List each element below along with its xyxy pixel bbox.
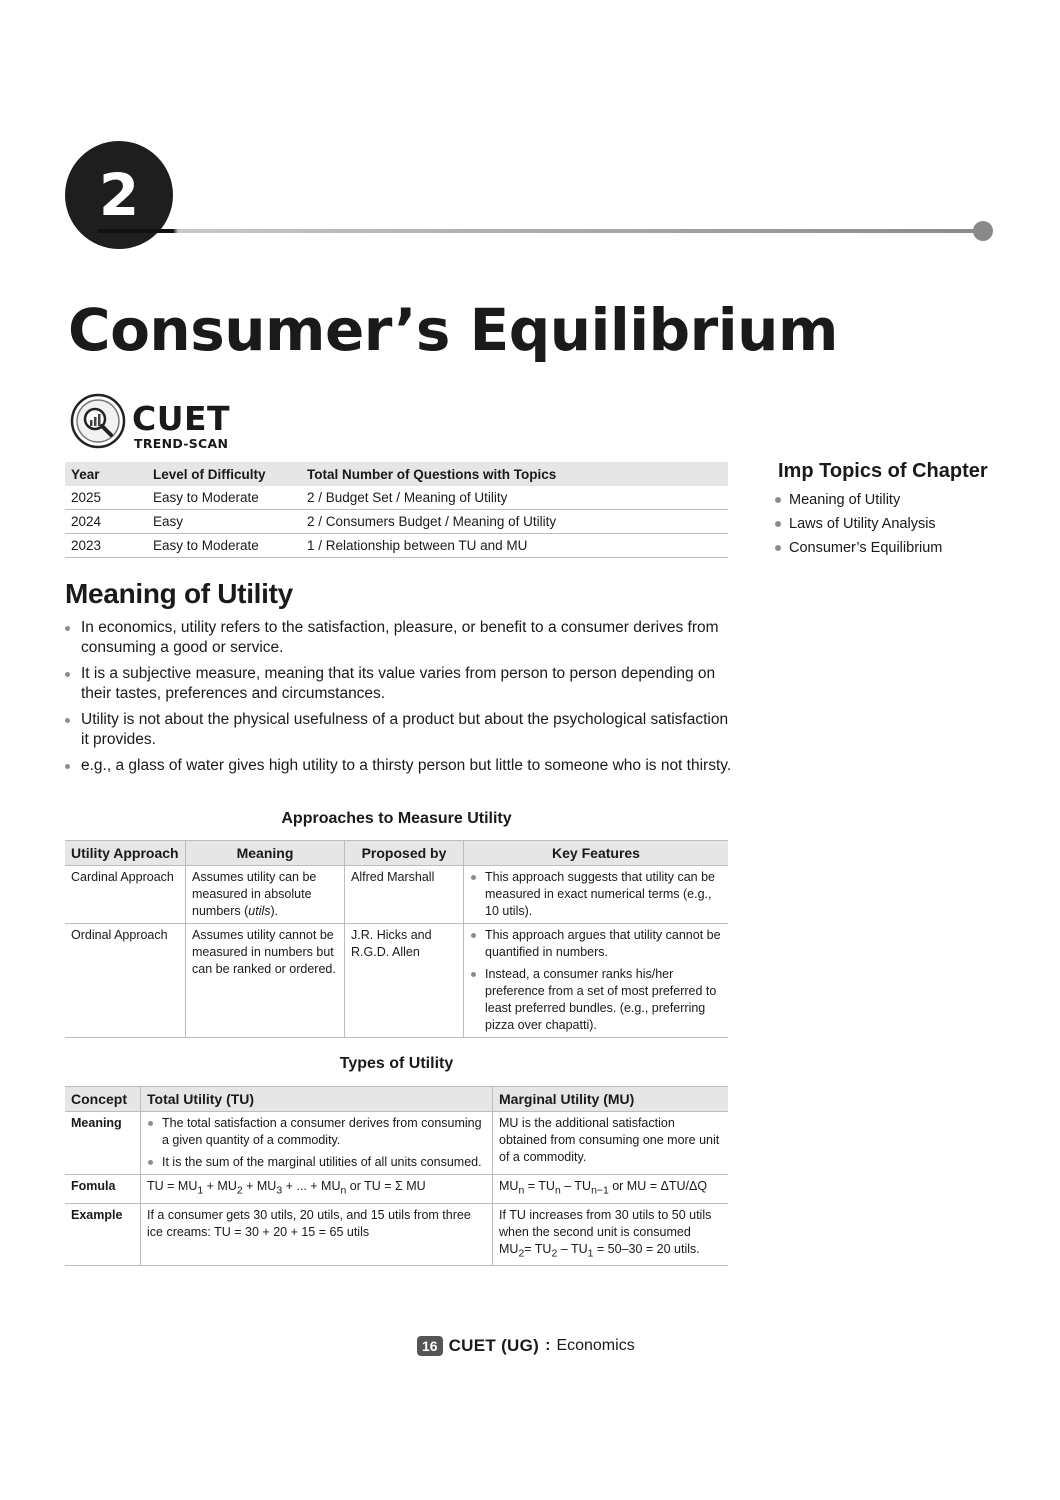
list-item: Instead, a consumer ranks his/her preference from a set of most preferred to least preferred bundles. (e.g., preferring pizza over chapatti). xyxy=(470,966,722,1034)
table-header-row xyxy=(65,841,728,866)
trend-scan-title: CUET xyxy=(132,399,231,438)
list-item: Utility is not about the physical usefulness of a product but about the psychological satisfaction it provides. xyxy=(65,710,733,750)
trend-scan-table xyxy=(65,462,728,558)
cell-text: Assumes utility can be measured in absolute numbers ( xyxy=(192,870,317,918)
formula-part: + ... + MU xyxy=(282,1179,341,1193)
cell-text: ). xyxy=(270,904,279,918)
table-row xyxy=(65,1112,728,1175)
meaning-bullet-list xyxy=(65,618,733,782)
formula-part: or MU = ΔTU/ΔQ xyxy=(608,1179,708,1193)
formula-subscript: 2 xyxy=(236,1185,243,1197)
table-cell: 2 / Budget Set / Meaning of Utility xyxy=(301,486,728,510)
formula-part: + MU xyxy=(242,1179,277,1193)
table-cell: Cardinal Approach xyxy=(65,866,186,924)
formula-part: MU xyxy=(499,1179,519,1193)
feature-list xyxy=(147,1115,486,1171)
table-cell: 2023 xyxy=(65,534,147,558)
table-header-row xyxy=(65,1087,728,1112)
table-row xyxy=(65,866,728,924)
chapter-divider-dot xyxy=(973,221,993,241)
table-cell: 2025 xyxy=(65,486,147,510)
table-row xyxy=(65,1175,728,1204)
formula-subscript: 2 xyxy=(518,1248,525,1259)
trend-scan-icon xyxy=(70,393,126,449)
page-number: 16 xyxy=(417,1336,443,1356)
imp-topics-title: Imp Topics of Chapter xyxy=(778,460,988,482)
table-row xyxy=(65,534,728,558)
list-item: The total satisfaction a consumer derives from consuming a given quantity of a commodity. xyxy=(147,1115,486,1149)
formula-cell xyxy=(141,1175,493,1204)
table-cell: Alfred Marshall xyxy=(345,866,464,924)
list-item: e.g., a glass of water gives high utility to a thirsty person but little to someone who is not thirsty. xyxy=(65,756,733,776)
formula-part: TU = MU xyxy=(147,1179,198,1193)
feature-list xyxy=(470,869,722,920)
table-row xyxy=(65,510,728,534)
column-header: Utility Approach xyxy=(65,841,186,866)
formula-part: = 50–30 = 20 utils. xyxy=(593,1241,700,1256)
table-row xyxy=(65,486,728,510)
chapter-number: 2 xyxy=(98,161,140,229)
column-header: Proposed by xyxy=(345,841,464,866)
table-cell: If a consumer gets 30 utils, 20 utils, and 15 utils from three ice creams: TU = 30 + 20 + 15 = 65 utils xyxy=(141,1203,493,1266)
list-item: Consumer’s Equilibrium xyxy=(778,536,1038,560)
column-header: Level of Difficulty xyxy=(147,462,301,486)
formula-cell xyxy=(493,1175,729,1204)
table-cell xyxy=(493,1203,729,1266)
formula-subscript: n−1 xyxy=(591,1185,609,1197)
column-header: Total Utility (TU) xyxy=(141,1087,493,1112)
table-cell: Easy to Moderate xyxy=(147,486,301,510)
list-item: This approach suggests that utility can be measured in exact numerical terms (e.g., 10 utils). xyxy=(470,869,722,920)
table-row xyxy=(65,924,728,1038)
formula-subscript: 1 xyxy=(197,1185,204,1197)
table-cell: Example xyxy=(65,1203,141,1266)
list-item: It is a subjective measure, meaning that its value varies from person to person depending on their tastes, preferences and circumstances. xyxy=(65,664,733,704)
table-cell: Meaning xyxy=(65,1112,141,1175)
list-item: Laws of Utility Analysis xyxy=(778,512,1038,536)
formula-part: – TU xyxy=(560,1179,592,1193)
column-header: Year xyxy=(65,462,147,486)
table-cell xyxy=(141,1112,493,1175)
formula-subscript: 3 xyxy=(276,1185,283,1197)
table-cell: Easy xyxy=(147,510,301,534)
formula-part: = TU xyxy=(524,1179,555,1193)
subject-name: Economics xyxy=(556,1337,635,1354)
cell-text: If TU increases from 30 utils to 50 utils when the second unit is consumed xyxy=(499,1207,712,1239)
table-cell: 1 / Relationship between TU and MU xyxy=(301,534,728,558)
table-cell xyxy=(186,866,345,924)
formula-part: – TU xyxy=(557,1241,588,1256)
cell-text-emphasis: utils xyxy=(248,904,271,918)
table-cell: Fomula xyxy=(65,1175,141,1204)
imp-topics-box xyxy=(778,460,1038,560)
section-title: Meaning of Utility xyxy=(65,578,293,609)
imp-topics-list xyxy=(778,488,1038,560)
approaches-table xyxy=(65,840,728,1038)
formula-part: + MU xyxy=(203,1179,237,1193)
column-header: Total Number of Questions with Topics xyxy=(301,462,728,486)
table-cell: Assumes utility cannot be measured in numbers but can be ranked or ordered. xyxy=(186,924,345,1038)
formula-subscript: n xyxy=(554,1185,561,1197)
column-header: Concept xyxy=(65,1087,141,1112)
feature-list xyxy=(470,927,722,1034)
list-item: Meaning of Utility xyxy=(778,488,1038,512)
table-caption: Approaches to Measure Utility xyxy=(281,810,512,827)
table-cell: MU is the additional satisfaction obtained from consuming one more unit of a commodity. xyxy=(493,1112,729,1175)
chapter-title: Consumer’s Equilibrium xyxy=(68,296,838,364)
table-cell xyxy=(464,924,729,1038)
footer-separator: : xyxy=(545,1337,551,1354)
formula-part: or TU = Σ MU xyxy=(346,1179,426,1193)
list-item: It is the sum of the marginal utilities of all units consumed. xyxy=(147,1154,486,1171)
column-header: Marginal Utility (MU) xyxy=(493,1087,729,1112)
chapter-divider-line xyxy=(98,229,978,233)
table-cell: J.R. Hicks and R.G.D. Allen xyxy=(345,924,464,1038)
formula-subscript: n xyxy=(340,1185,347,1197)
table-cell: Ordinal Approach xyxy=(65,924,186,1038)
table-cell xyxy=(464,866,729,924)
column-header: Key Features xyxy=(464,841,729,866)
formula-subscript: 1 xyxy=(587,1248,594,1259)
trend-scan-subtitle: TREND-SCAN xyxy=(134,436,229,451)
formula-subscript: 2 xyxy=(551,1248,558,1259)
types-of-utility-table xyxy=(65,1086,728,1266)
table-row xyxy=(65,1203,728,1266)
list-item: This approach argues that utility cannot be quantified in numbers. xyxy=(470,927,722,961)
formula-subscript: n xyxy=(518,1185,525,1197)
column-header: Meaning xyxy=(186,841,345,866)
table-header-row xyxy=(65,462,728,486)
formula-part: = TU xyxy=(524,1241,552,1256)
table-cell: 2 / Consumers Budget / Meaning of Utility xyxy=(301,510,728,534)
table-cell: Easy to Moderate xyxy=(147,534,301,558)
table-caption: Types of Utility xyxy=(339,1055,454,1072)
table-cell: 2024 xyxy=(65,510,147,534)
list-item: In economics, utility refers to the satisfaction, pleasure, or benefit to a consumer derives from consuming a good or service. xyxy=(65,618,733,658)
page-footer xyxy=(417,1336,635,1356)
book-title: CUET (UG) xyxy=(448,1336,540,1355)
formula-part: MU xyxy=(499,1241,519,1256)
